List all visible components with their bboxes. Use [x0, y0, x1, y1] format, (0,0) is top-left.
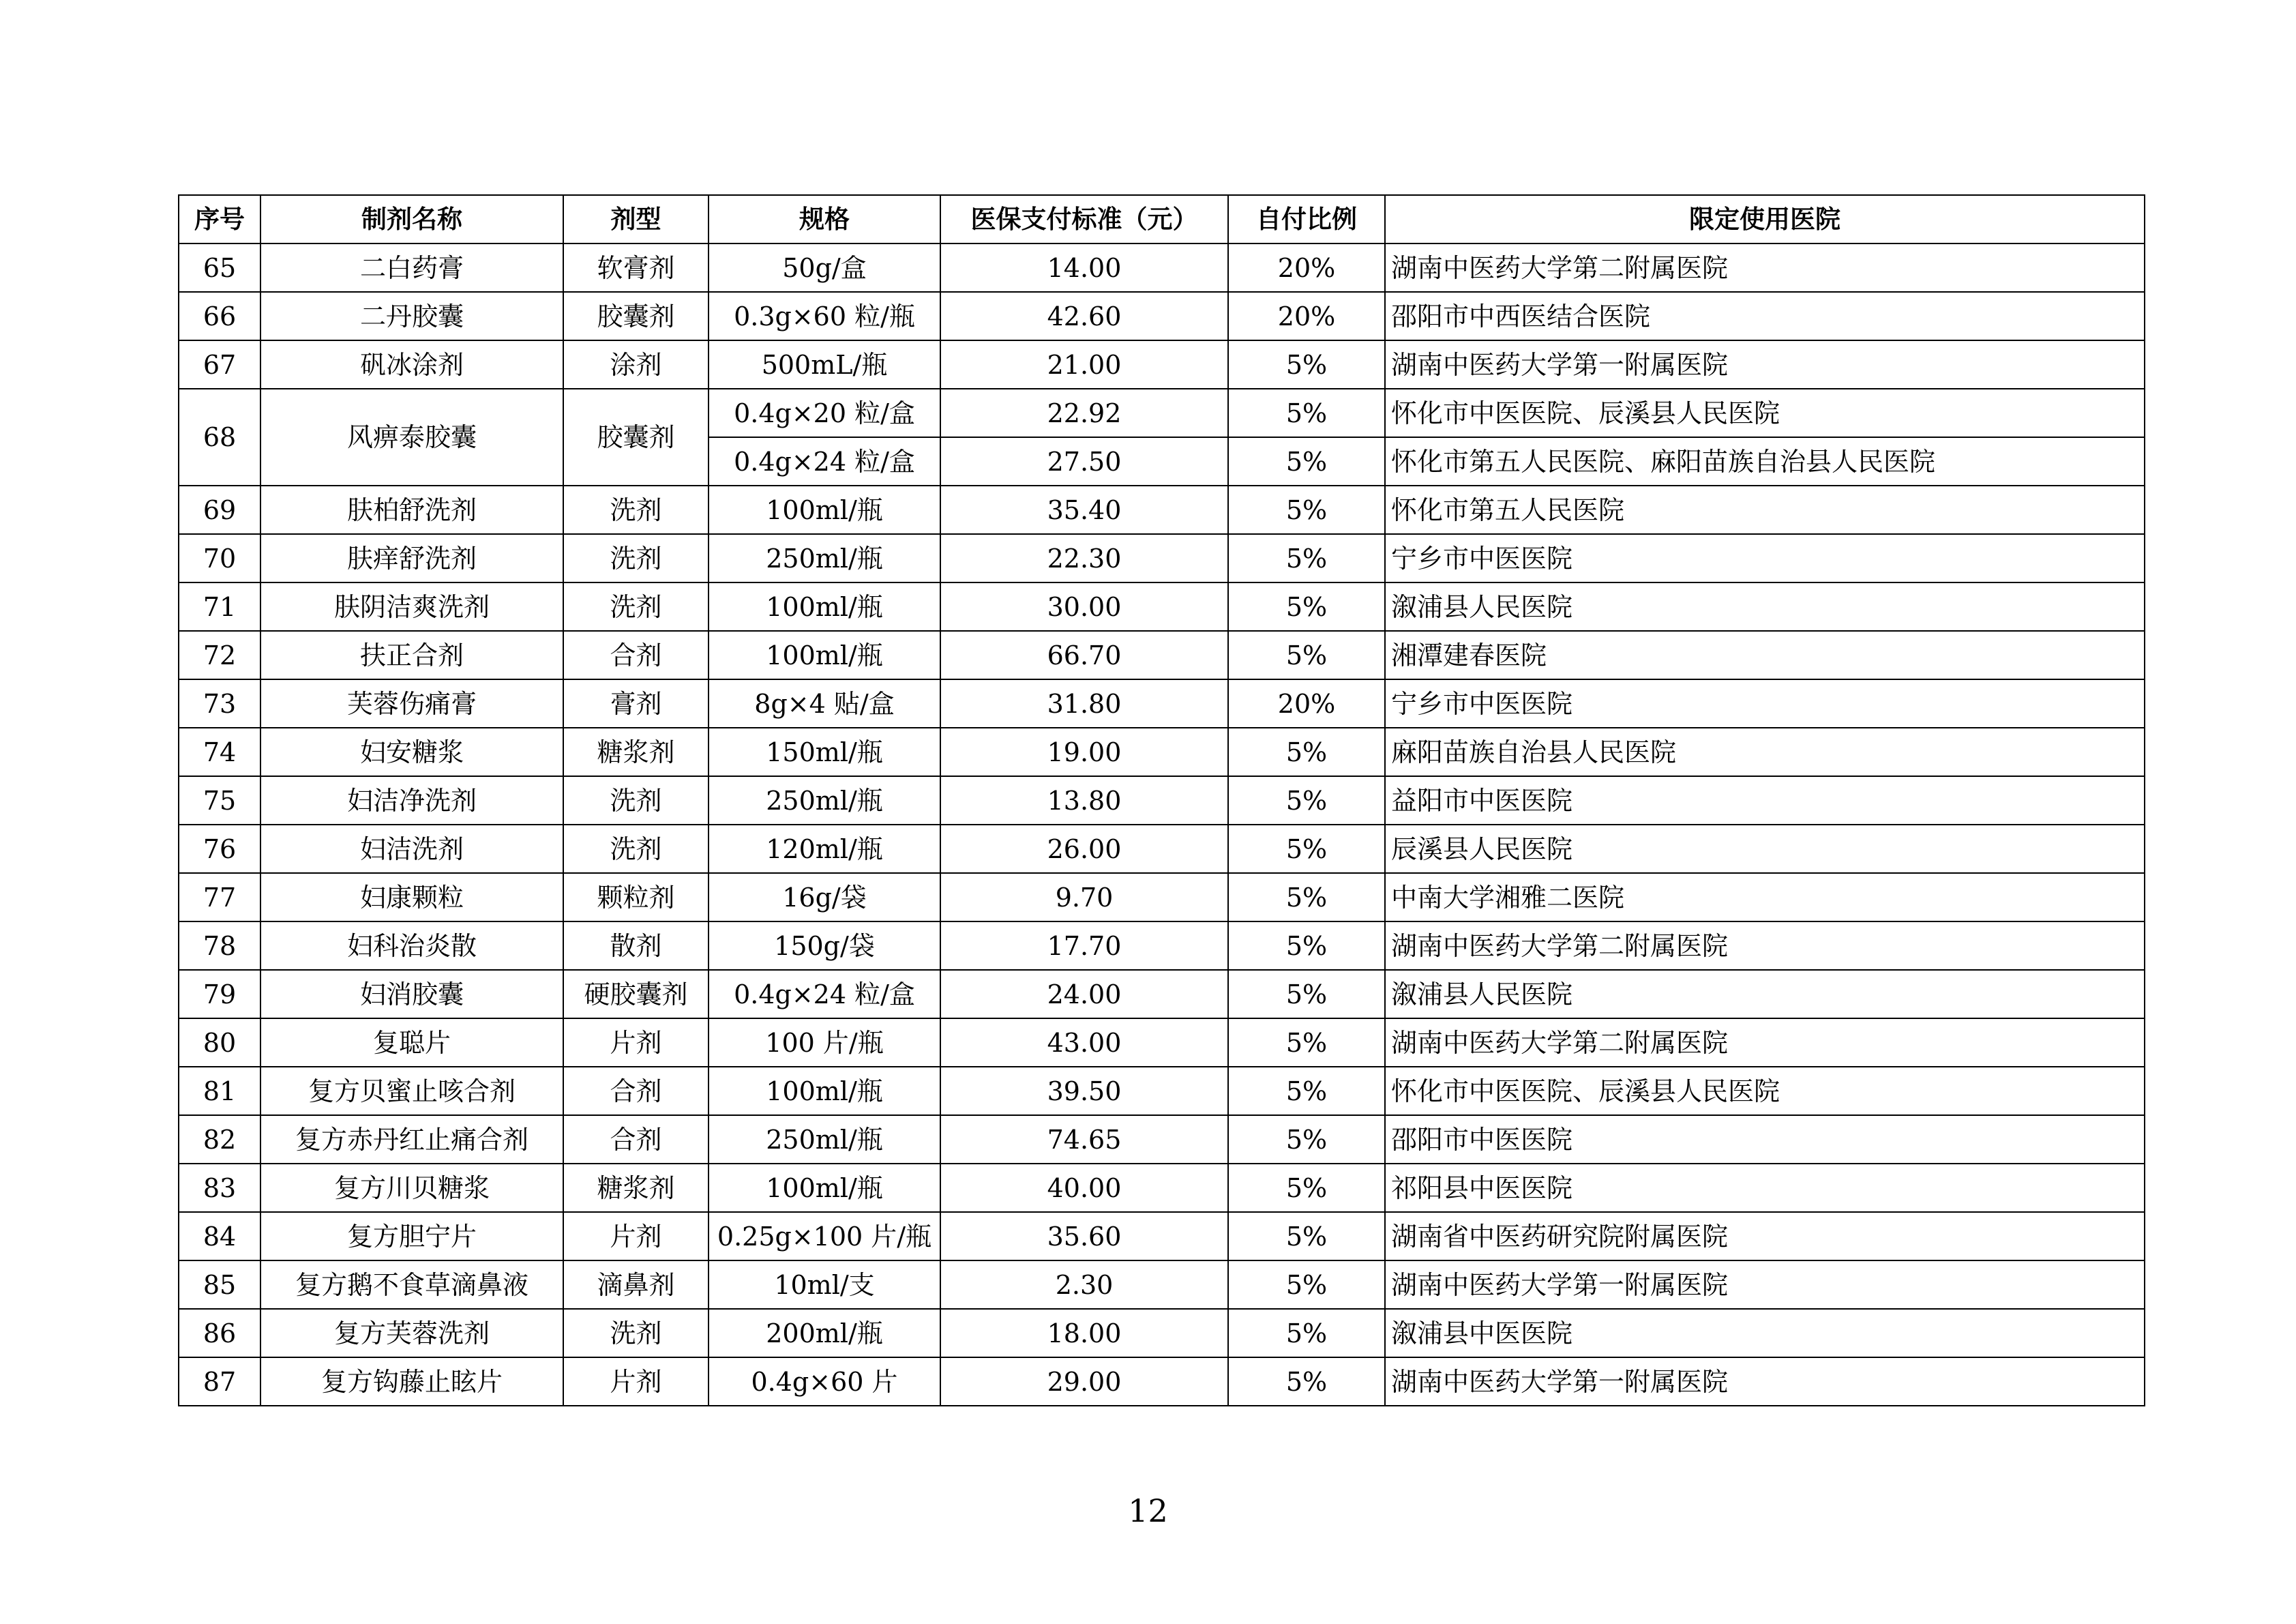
cell-price: 66.70 — [940, 631, 1228, 679]
cell-hospital: 溆浦县人民医院 — [1385, 582, 2145, 631]
cell-form: 颗粒剂 — [563, 873, 709, 921]
cell-name: 扶正合剂 — [260, 631, 563, 679]
cell-price: 30.00 — [940, 582, 1228, 631]
cell-spec: 50g/盒 — [709, 243, 940, 292]
table-row — [179, 970, 2145, 1018]
header-spec: 规格 — [709, 195, 940, 243]
cell-no: 79 — [179, 970, 260, 1018]
cell-ratio: 5% — [1228, 1357, 1385, 1406]
cell-ratio: 5% — [1228, 631, 1385, 679]
cell-name: 芙蓉伤痛膏 — [260, 679, 563, 728]
cell-name: 二丹胶囊 — [260, 292, 563, 340]
cell-form: 软膏剂 — [563, 243, 709, 292]
cell-price: 22.92 — [940, 389, 1228, 437]
cell-spec: 150ml/瓶 — [709, 728, 940, 776]
table-row — [179, 1309, 2145, 1357]
cell-price: 35.40 — [940, 486, 1228, 534]
cell-spec: 100ml/瓶 — [709, 1067, 940, 1115]
cell-ratio: 5% — [1228, 486, 1385, 534]
cell-hospital: 中南大学湘雅二医院 — [1385, 873, 2145, 921]
table-row — [179, 389, 2145, 437]
table-row — [179, 1260, 2145, 1309]
cell-price: 39.50 — [940, 1067, 1228, 1115]
table-row — [179, 243, 2145, 292]
cell-ratio: 5% — [1228, 582, 1385, 631]
cell-hospital: 辰溪县人民医院 — [1385, 825, 2145, 873]
cell-spec: 100 片/瓶 — [709, 1018, 940, 1067]
cell-ratio: 20% — [1228, 243, 1385, 292]
cell-hospital: 益阳市中医医院 — [1385, 776, 2145, 825]
cell-form: 片剂 — [563, 1357, 709, 1406]
cell-name: 复方胆宁片 — [260, 1212, 563, 1260]
cell-price: 26.00 — [940, 825, 1228, 873]
cell-form: 涂剂 — [563, 340, 709, 389]
cell-form: 洗剂 — [563, 1309, 709, 1357]
cell-ratio: 5% — [1228, 1212, 1385, 1260]
cell-ratio: 5% — [1228, 1018, 1385, 1067]
cell-spec: 250ml/瓶 — [709, 1115, 940, 1164]
table-row — [179, 1018, 2145, 1067]
cell-hospital: 湘潭建春医院 — [1385, 631, 2145, 679]
cell-price: 40.00 — [940, 1164, 1228, 1212]
table-row — [179, 582, 2145, 631]
table-row — [179, 728, 2145, 776]
cell-no: 71 — [179, 582, 260, 631]
header-form: 剂型 — [563, 195, 709, 243]
cell-form: 片剂 — [563, 1018, 709, 1067]
table-row — [179, 679, 2145, 728]
cell-ratio: 5% — [1228, 970, 1385, 1018]
cell-spec: 0.3g×60 粒/瓶 — [709, 292, 940, 340]
cell-hospital: 湖南中医药大学第二附属医院 — [1385, 921, 2145, 970]
cell-ratio: 5% — [1228, 776, 1385, 825]
cell-hospital: 麻阳苗族自治县人民医院 — [1385, 728, 2145, 776]
cell-spec: 0.4g×60 片 — [709, 1357, 940, 1406]
cell-no: 87 — [179, 1357, 260, 1406]
cell-form: 合剂 — [563, 1115, 709, 1164]
cell-ratio: 5% — [1228, 437, 1385, 486]
cell-spec: 200ml/瓶 — [709, 1309, 940, 1357]
cell-form: 糖浆剂 — [563, 728, 709, 776]
cell-hospital: 怀化市第五人民医院、麻阳苗族自治县人民医院 — [1385, 437, 2145, 486]
cell-spec: 120ml/瓶 — [709, 825, 940, 873]
cell-ratio: 20% — [1228, 292, 1385, 340]
cell-form: 洗剂 — [563, 825, 709, 873]
cell-no: 72 — [179, 631, 260, 679]
cell-ratio: 5% — [1228, 728, 1385, 776]
cell-name: 妇消胶囊 — [260, 970, 563, 1018]
table-row — [179, 1164, 2145, 1212]
cell-no: 74 — [179, 728, 260, 776]
cell-no: 67 — [179, 340, 260, 389]
cell-price: 18.00 — [940, 1309, 1228, 1357]
cell-name: 肤痒舒洗剂 — [260, 534, 563, 582]
cell-spec: 10ml/支 — [709, 1260, 940, 1309]
table-row — [179, 486, 2145, 534]
cell-hospital: 宁乡市中医医院 — [1385, 679, 2145, 728]
cell-hospital: 溆浦县人民医院 — [1385, 970, 2145, 1018]
cell-spec: 16g/袋 — [709, 873, 940, 921]
cell-form: 洗剂 — [563, 776, 709, 825]
cell-no: 76 — [179, 825, 260, 873]
cell-form: 洗剂 — [563, 582, 709, 631]
cell-name: 妇洁洗剂 — [260, 825, 563, 873]
table-row — [179, 873, 2145, 921]
cell-name: 复方川贝糖浆 — [260, 1164, 563, 1212]
cell-no: 80 — [179, 1018, 260, 1067]
cell-no: 86 — [179, 1309, 260, 1357]
cell-spec: 250ml/瓶 — [709, 776, 940, 825]
cell-price: 29.00 — [940, 1357, 1228, 1406]
cell-ratio: 5% — [1228, 1067, 1385, 1115]
cell-price: 24.00 — [940, 970, 1228, 1018]
drug-price-table — [178, 194, 2145, 1406]
cell-spec: 100ml/瓶 — [709, 582, 940, 631]
cell-no: 73 — [179, 679, 260, 728]
cell-form: 糖浆剂 — [563, 1164, 709, 1212]
cell-hospital: 邵阳市中西医结合医院 — [1385, 292, 2145, 340]
table-header-row — [179, 195, 2145, 243]
cell-no: 78 — [179, 921, 260, 970]
table-row — [179, 1067, 2145, 1115]
table-row — [179, 292, 2145, 340]
cell-name: 矾冰涂剂 — [260, 340, 563, 389]
cell-ratio: 5% — [1228, 873, 1385, 921]
table-row — [179, 921, 2145, 970]
cell-ratio: 5% — [1228, 825, 1385, 873]
cell-no: 83 — [179, 1164, 260, 1212]
cell-price: 35.60 — [940, 1212, 1228, 1260]
table-row — [179, 534, 2145, 582]
cell-price: 19.00 — [940, 728, 1228, 776]
cell-spec: 100ml/瓶 — [709, 486, 940, 534]
cell-price: 9.70 — [940, 873, 1228, 921]
cell-name: 风痹泰胶囊 — [260, 389, 563, 486]
cell-spec: 0.4g×24 粒/盒 — [709, 970, 940, 1018]
cell-hospital: 湖南中医药大学第一附属医院 — [1385, 1260, 2145, 1309]
cell-hospital: 湖南省中医药研究院附属医院 — [1385, 1212, 2145, 1260]
cell-ratio: 5% — [1228, 921, 1385, 970]
cell-name: 肤柏舒洗剂 — [260, 486, 563, 534]
cell-spec: 150g/袋 — [709, 921, 940, 970]
cell-name: 妇科治炎散 — [260, 921, 563, 970]
cell-form: 洗剂 — [563, 486, 709, 534]
cell-form: 滴鼻剂 — [563, 1260, 709, 1309]
cell-name: 复方芙蓉洗剂 — [260, 1309, 563, 1357]
cell-form: 合剂 — [563, 631, 709, 679]
cell-price: 14.00 — [940, 243, 1228, 292]
header-price: 医保支付标准（元） — [940, 195, 1228, 243]
cell-no: 82 — [179, 1115, 260, 1164]
cell-name: 复方鹅不食草滴鼻液 — [260, 1260, 563, 1309]
page-number: 12 — [1128, 1492, 1168, 1529]
cell-form: 片剂 — [563, 1212, 709, 1260]
table-row — [179, 825, 2145, 873]
cell-hospital: 怀化市第五人民医院 — [1385, 486, 2145, 534]
cell-name: 复聪片 — [260, 1018, 563, 1067]
cell-no: 85 — [179, 1260, 260, 1309]
header-hospital: 限定使用医院 — [1385, 195, 2145, 243]
cell-hospital: 湖南中医药大学第二附属医院 — [1385, 243, 2145, 292]
cell-form: 硬胶囊剂 — [563, 970, 709, 1018]
cell-name: 肤阴洁爽洗剂 — [260, 582, 563, 631]
cell-name: 二白药膏 — [260, 243, 563, 292]
cell-ratio: 5% — [1228, 1309, 1385, 1357]
table-row — [179, 1212, 2145, 1260]
cell-price: 13.80 — [940, 776, 1228, 825]
cell-no: 66 — [179, 292, 260, 340]
cell-spec: 0.25g×100 片/瓶 — [709, 1212, 940, 1260]
cell-ratio: 5% — [1228, 389, 1385, 437]
cell-form: 洗剂 — [563, 534, 709, 582]
cell-no: 69 — [179, 486, 260, 534]
cell-price: 22.30 — [940, 534, 1228, 582]
table-row — [179, 340, 2145, 389]
cell-name: 复方贝蜜止咳合剂 — [260, 1067, 563, 1115]
cell-hospital: 怀化市中医医院、辰溪县人民医院 — [1385, 1067, 2145, 1115]
cell-form: 合剂 — [563, 1067, 709, 1115]
cell-price: 31.80 — [940, 679, 1228, 728]
cell-hospital: 湖南中医药大学第一附属医院 — [1385, 1357, 2145, 1406]
cell-spec: 0.4g×20 粒/盒 — [709, 389, 940, 437]
cell-no: 75 — [179, 776, 260, 825]
cell-name: 复方赤丹红止痛合剂 — [260, 1115, 563, 1164]
cell-ratio: 5% — [1228, 1164, 1385, 1212]
cell-ratio: 5% — [1228, 534, 1385, 582]
cell-form: 胶囊剂 — [563, 389, 709, 486]
table-row — [179, 776, 2145, 825]
cell-price: 74.65 — [940, 1115, 1228, 1164]
cell-ratio: 20% — [1228, 679, 1385, 728]
cell-hospital: 宁乡市中医医院 — [1385, 534, 2145, 582]
table-body — [179, 243, 2145, 1406]
cell-spec: 500mL/瓶 — [709, 340, 940, 389]
table-row — [179, 1115, 2145, 1164]
table-row — [179, 1357, 2145, 1406]
cell-spec: 100ml/瓶 — [709, 1164, 940, 1212]
cell-spec: 0.4g×24 粒/盒 — [709, 437, 940, 486]
cell-hospital: 湖南中医药大学第二附属医院 — [1385, 1018, 2145, 1067]
cell-no: 70 — [179, 534, 260, 582]
cell-price: 21.00 — [940, 340, 1228, 389]
table-row — [179, 631, 2145, 679]
cell-hospital: 溆浦县中医医院 — [1385, 1309, 2145, 1357]
cell-hospital: 邵阳市中医医院 — [1385, 1115, 2145, 1164]
cell-price: 17.70 — [940, 921, 1228, 970]
header-ratio: 自付比例 — [1228, 195, 1385, 243]
cell-no: 65 — [179, 243, 260, 292]
cell-no: 77 — [179, 873, 260, 921]
header-name: 制剂名称 — [260, 195, 563, 243]
cell-ratio: 5% — [1228, 1115, 1385, 1164]
cell-spec: 250ml/瓶 — [709, 534, 940, 582]
cell-ratio: 5% — [1228, 340, 1385, 389]
cell-form: 膏剂 — [563, 679, 709, 728]
cell-form: 散剂 — [563, 921, 709, 970]
cell-price: 43.00 — [940, 1018, 1228, 1067]
cell-form: 胶囊剂 — [563, 292, 709, 340]
cell-no: 81 — [179, 1067, 260, 1115]
header-no: 序号 — [179, 195, 260, 243]
cell-spec: 8g×4 贴/盒 — [709, 679, 940, 728]
cell-name: 复方钩藤止眩片 — [260, 1357, 563, 1406]
cell-name: 妇康颗粒 — [260, 873, 563, 921]
cell-name: 妇安糖浆 — [260, 728, 563, 776]
cell-hospital: 湖南中医药大学第一附属医院 — [1385, 340, 2145, 389]
cell-price: 42.60 — [940, 292, 1228, 340]
cell-hospital: 祁阳县中医医院 — [1385, 1164, 2145, 1212]
cell-price: 2.30 — [940, 1260, 1228, 1309]
cell-no: 84 — [179, 1212, 260, 1260]
cell-spec: 100ml/瓶 — [709, 631, 940, 679]
cell-name: 妇洁净洗剂 — [260, 776, 563, 825]
cell-hospital: 怀化市中医医院、辰溪县人民医院 — [1385, 389, 2145, 437]
cell-price: 27.50 — [940, 437, 1228, 486]
cell-ratio: 5% — [1228, 1260, 1385, 1309]
cell-no: 68 — [179, 389, 260, 486]
